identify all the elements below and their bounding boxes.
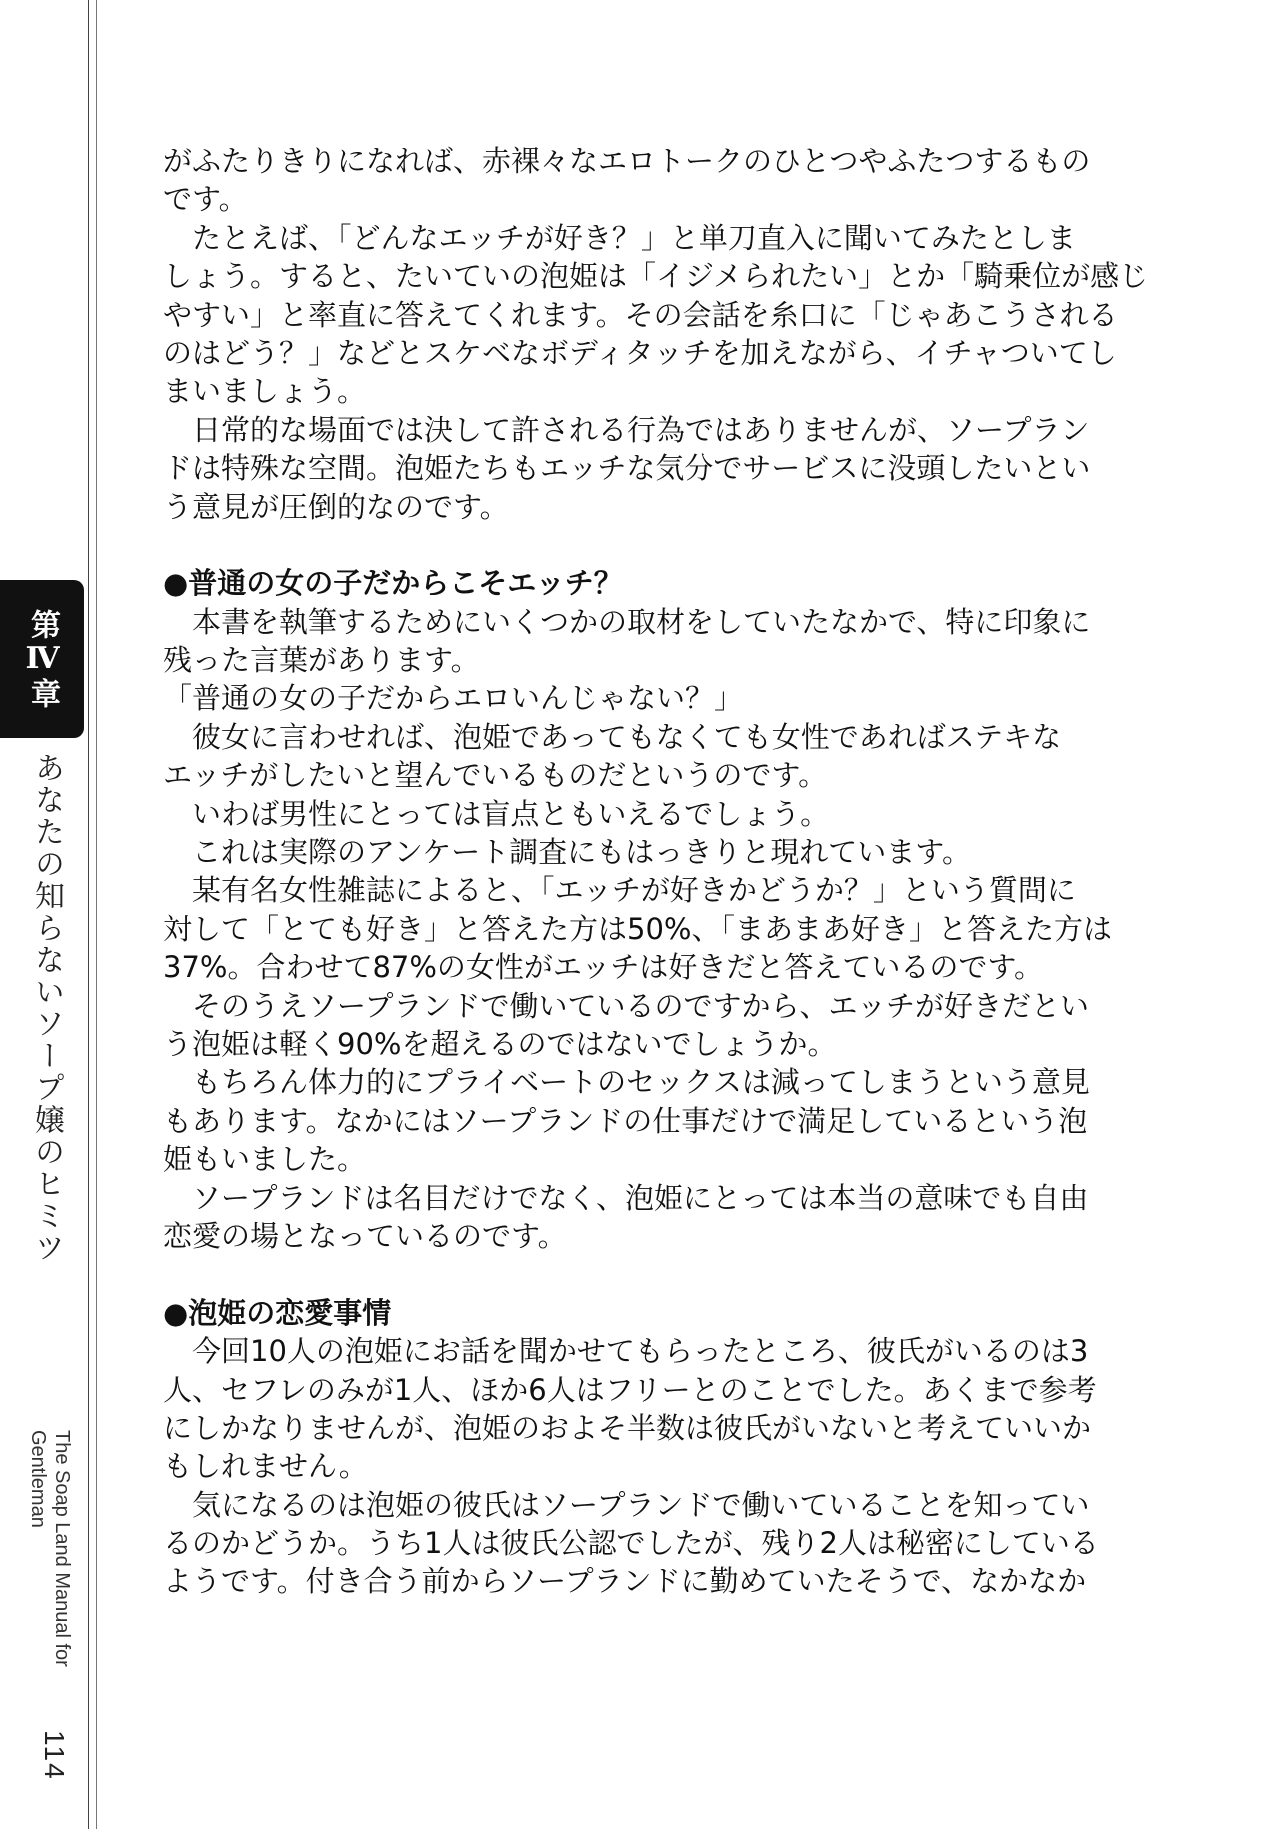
body-text: [163, 142, 1153, 1601]
text-line: もちろん体力的にプライベートのセックスは減ってしまうという意見: [163, 1065, 1090, 1100]
text-line: 日常的な場面では決して許される行為ではありませんが、ソープラン: [163, 412, 1090, 447]
text-line: 今回10人の泡姫にお話を聞かせてもらったところ、彼氏がいるのは3: [163, 1334, 1089, 1369]
text-line: まいましょう。: [163, 374, 367, 409]
text-line: やすい」と率直に答えてくれます。その会話を糸口に「じゃあこうされる: [163, 297, 1118, 332]
paragraph-gap: [163, 1255, 1153, 1293]
page-number: 114: [39, 1730, 70, 1781]
text-line: 対して「とても好き」と答えた方は50%、「まあまあ好き」と答えた方は: [163, 911, 1112, 946]
paragraph-gap: [163, 526, 1153, 564]
text-line: もしれません。: [163, 1449, 368, 1484]
text-line: ようです。付き合う前からソープランドに勤めていたそうで、なかなか: [163, 1564, 1087, 1599]
text-line: 姫もいました。: [163, 1142, 367, 1177]
text-line: 本書を執筆するためにいくつかの取材をしていたなかで、特に印象に: [163, 604, 1091, 639]
text-line: エッチがしたいと望んでいるものだというのです。: [163, 758, 828, 793]
section-heading: ●泡姫の恋愛事情: [163, 1295, 392, 1330]
gutter-rule-inner: [96, 0, 97, 1829]
text-line: いわば男性にとっては盲点ともいえるでしょう。: [163, 796, 830, 831]
text-line: がふたりきりになれば、赤裸々なエロトークのひとつやふたつするもの: [163, 144, 1091, 178]
gutter-rule: [88, 0, 89, 1829]
text-line: 残った言葉があります。: [163, 643, 480, 678]
chapter-title: あなたの知らないソープ嬢のヒミツ: [29, 752, 64, 1264]
text-line: ソープランドは名目だけでなく、泡姫にとっては本当の意味でも自由: [163, 1180, 1089, 1215]
text-line: 彼女に言わせれば、泡姫であってもなくても女性であればステキな: [163, 719, 1062, 754]
text-line: 気になるのは泡姫の彼氏はソープランドで働いていることを知ってい: [163, 1487, 1090, 1522]
text-line: そのうえソープランドで働いているのですから、エッチが好きだとい: [163, 988, 1089, 1023]
text-line: です。: [163, 182, 248, 217]
chapter-tab: 第Ⅳ章: [0, 580, 84, 738]
section-heading: ●普通の女の子だからこそエッチ？: [163, 566, 623, 601]
text-line: ドは特殊な空間。泡姫たちもエッチな気分でサービスに没頭したいとい: [163, 451, 1091, 486]
text-line: にしかなりませんが、泡姫のおよそ半数は彼氏がいないと考えていいか: [163, 1410, 1092, 1445]
text-line: 37%。合わせて87%の女性がエッチは好きだと答えているのです。: [163, 950, 1044, 985]
text-line: しょう。すると、たいていの泡姫は「イジメられたい」とか「騎乗位が感じ: [163, 259, 1149, 294]
series-title: The Soap Land Manual for Gentleman: [27, 1430, 73, 1667]
text-line: のはどう？」などとスケベなボディタッチを加えながら、イチャついてし: [163, 335, 1117, 370]
text-line: 某有名女性雑誌によると、「エッチが好きかどうか？」という質問に: [163, 873, 1076, 908]
text-line: 人、セフレのみが1人、ほか6人はフリーとのことでした。あくまで参考: [163, 1372, 1097, 1407]
text-line: う泡姫は軽く90%を超えるのではないでしょうか。: [163, 1026, 837, 1061]
text-line: これは実際のアンケート調査にもはっきりと現れています。: [163, 835, 971, 870]
text-line: 恋愛の場となっているのです。: [163, 1218, 567, 1253]
quote-line: 「普通の女の子だからエロいんじゃない？」: [163, 681, 744, 716]
text-line: もあります。なかにはソープランドの仕事だけで満足しているという泡: [163, 1103, 1088, 1138]
text-line: るのかどうか。うち1人は彼氏公認でしたが、残り2人は秘密にしている: [163, 1526, 1099, 1561]
text-line: う意見が圧倒的なのです。: [163, 489, 509, 524]
text-line: たとえば、「どんなエッチが好き？」と単刀直入に聞いてみたとしま: [163, 220, 1076, 255]
